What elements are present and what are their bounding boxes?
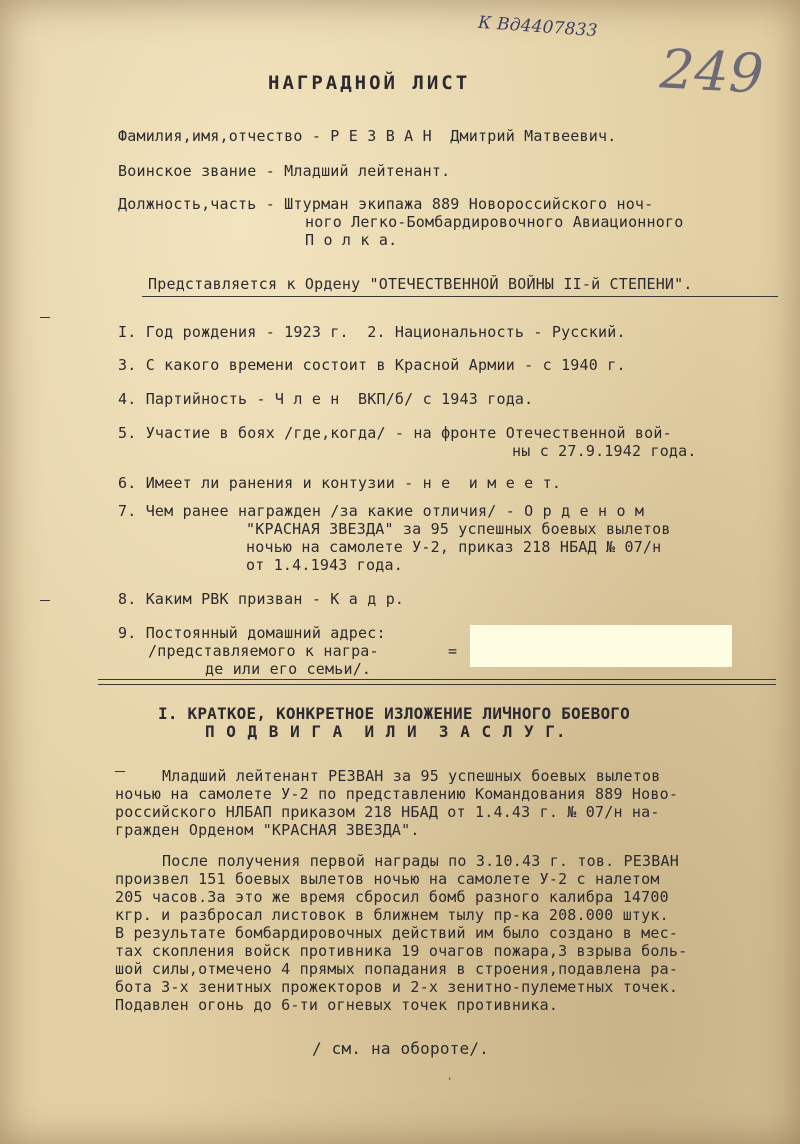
nomination-line: Представляется к Ордену "ОТЕЧЕСТВЕННОЙ ВОЙНЫ II-й СТЕПЕНИ". bbox=[148, 275, 693, 293]
name-field: Фамилия,имя,отчество - Р Е З В А Н Дмитрий Матвеевич. bbox=[118, 127, 617, 145]
item-4: 4. Партийность - Ч л е н ВКП/б/ с 1943 года. bbox=[118, 390, 534, 408]
small-mark: · bbox=[446, 1072, 454, 1086]
item-9-line-2: /представляемого к награ- bbox=[148, 642, 379, 660]
item-6: 6. Имеет ли ранения и контузии - н е и м е е т. bbox=[118, 474, 562, 492]
paragraph-line: тах скопления войск противника 19 очагов пожара,3 взрыва боль- bbox=[115, 942, 688, 960]
paragraph-line: После получения первой награды по 3.10.43 г. тов. РЕЗВАН bbox=[162, 852, 679, 870]
item-7-line-2: "КРАСНАЯ ЗВЕЗДА" за 95 успешных боевых вылетов bbox=[246, 520, 671, 538]
paragraph-line: шой силы,отмечено 4 прямых попадания в строения,подавлена ра- bbox=[115, 960, 679, 978]
margin-mark bbox=[40, 317, 50, 318]
margin-mark bbox=[115, 771, 125, 772]
item-1-2: I. Год рождения - 1923 г. 2. Национальность - Русский. bbox=[118, 323, 626, 341]
paragraph-line: гражден Орденом "КРАСНАЯ ЗВЕЗДА". bbox=[115, 821, 420, 839]
redacted-address-block bbox=[470, 625, 732, 667]
document-title: НАГРАДНОЙ ЛИСТ bbox=[268, 72, 471, 94]
section-divider-top bbox=[98, 679, 776, 680]
item-3: 3. С какого времени состоит в Красной Армии - с 1940 г. bbox=[118, 356, 626, 374]
continued-note: / см. на обороте/. bbox=[312, 1039, 489, 1058]
item-5-line-2: ны с 27.9.1942 года. bbox=[512, 442, 697, 460]
item-7-line-4: от 1.4.1943 года. bbox=[246, 556, 403, 574]
item-9-line-1: 9. Постоянный домашний адрес: bbox=[118, 624, 386, 642]
item-8: 8. Каким РВК призван - К а д р. bbox=[118, 590, 405, 608]
item-7-line-3: ночью на самолете У-2, приказ 218 НБАД № 07/н bbox=[246, 538, 662, 556]
page-number-handwritten: 249 bbox=[658, 37, 766, 106]
item-9-line-3: де или его семьи/. bbox=[205, 660, 372, 678]
paragraph-line: ночью на самолете У-2 по представлению Командования 889 Ново- bbox=[115, 785, 679, 803]
archive-number-handwritten: К Вд4407833 bbox=[477, 12, 599, 42]
paragraph-line: Младший лейтенант РЕЗВАН за 95 успешных боевых вылетов bbox=[162, 767, 661, 785]
item-7-line-1: 7. Чем ранее награжден /за какие отличия/ - О р д е н о м bbox=[118, 502, 645, 520]
rank-field: Воинское звание - Младший лейтенант. bbox=[118, 162, 451, 180]
position-field-line-1: Должность,часть - Штурман экипажа 889 Новороссийского ноч- bbox=[118, 195, 654, 213]
section-heading-line-2: П О Д В И Г А И Л И З А С Л У Г. bbox=[205, 722, 567, 741]
paragraph-line: В результате бомбардировочных действий им было создано в мес- bbox=[115, 924, 679, 942]
paragraph-line: произвел 151 боевых вылетов ночью на самолете У-2 с налетом bbox=[115, 870, 660, 888]
paragraph-line: кгр. и разбросал листовок в ближнем тылу пр-ка 208.000 штук. bbox=[115, 906, 669, 924]
item-5-line-1: 5. Участие в боях /где,когда/ - на фронте Отечественной вой- bbox=[118, 424, 672, 442]
paragraph-line: бота 3-х зенитных прожекторов и 2-х зенитно-пулеметных точек. bbox=[115, 978, 679, 996]
paragraph-line: 205 часов.За это же время сбросил бомб разного калибра 14700 bbox=[115, 888, 669, 906]
position-field-line-2: ного Легко-Бомбардировочного Авиационного bbox=[305, 213, 684, 231]
paragraph-line: Подавлен огонь до 6-ти огневых точек противника. bbox=[115, 996, 559, 1014]
section-divider-bottom bbox=[98, 684, 776, 685]
nomination-underline bbox=[142, 296, 778, 297]
paragraph-line: российского НЛБАП приказом 218 НБАД от 1.4.43 г. № 07/н на- bbox=[115, 803, 660, 821]
position-field-line-3: П о л к а. bbox=[305, 231, 398, 249]
item-9-dash: = bbox=[448, 642, 458, 660]
margin-mark bbox=[40, 600, 50, 601]
section-heading-line-1: I. КРАТКОЕ, КОНКРЕТНОЕ ИЗЛОЖЕНИЕ ЛИЧНОГО БОЕВОГО bbox=[158, 704, 630, 723]
